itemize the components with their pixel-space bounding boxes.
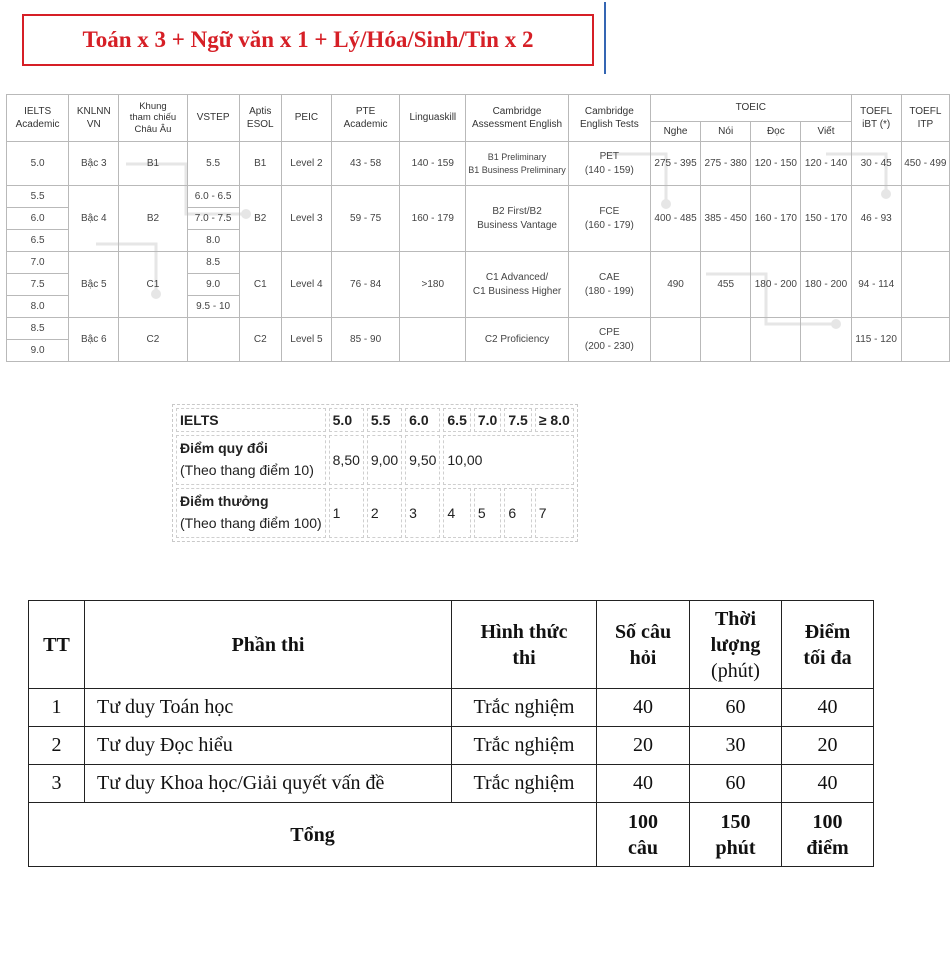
converted-score: 9,00 (367, 435, 402, 485)
bonus-score: 4 (443, 488, 470, 538)
cell-toefl-ibt: 115 - 120 (851, 318, 901, 362)
cell-vstep: 8.5 (187, 252, 239, 274)
bonus-score: 6 (504, 488, 531, 538)
cell-vstep: 8.0 (187, 230, 239, 252)
table-row (176, 488, 574, 538)
ielts-score: 6.0 (405, 408, 440, 432)
converted-score: 10,00 (443, 435, 573, 485)
cell-toefl-ibt: 94 - 114 (851, 252, 901, 318)
cell-cefr: B1 (119, 142, 187, 186)
header-cambridge-tests: Cambridge English Tests (568, 95, 650, 142)
ielts-score: ≥ 8.0 (535, 408, 574, 432)
cell-toeic-reading: 160 - 170 (751, 186, 801, 252)
header-format: Hình thức thi (452, 601, 597, 689)
header-pte: PTE Academic (331, 95, 399, 142)
cell-knlnn: Bậc 4 (69, 186, 119, 252)
cell-toefl-itp: 450 - 499 (901, 142, 949, 186)
cell-toeic-speaking: 455 (701, 252, 751, 318)
ielts-score: 6.5 (443, 408, 470, 432)
cell-cambridge-tests: CPE (200 - 230) (568, 318, 650, 362)
total-row (29, 803, 874, 867)
cell-questions: 40 (597, 689, 690, 727)
header-linguaskill: Linguaskill (400, 95, 466, 142)
header-cefr: Khung tham chiếu Châu Âu (119, 95, 187, 142)
exam-structure-table (28, 600, 874, 867)
cell-format: Trắc nghiệm (452, 727, 597, 765)
cell-duration: 60 (690, 689, 782, 727)
header-toeic-writing: Viết (801, 122, 851, 142)
cell-toeic-reading: 180 - 200 (751, 252, 801, 318)
cell-cefr: C2 (119, 318, 187, 362)
cell-toeic-speaking (701, 318, 751, 362)
formula-banner (22, 14, 594, 66)
cell-cambridge-tests: CAE (180 - 199) (568, 252, 650, 318)
total-label: Tổng (29, 803, 597, 867)
cell-toefl-ibt: 46 - 93 (851, 186, 901, 252)
header-toeic: TOEIC (650, 95, 851, 122)
ielts-label: IELTS (176, 408, 326, 432)
cell-aptis: C1 (239, 252, 281, 318)
cell-tt: 3 (29, 765, 85, 803)
cell-ielts: 8.5 (7, 318, 69, 340)
cell-part: Tư duy Đọc hiểu (85, 727, 452, 765)
cell-toefl-itp (901, 186, 949, 252)
cell-toeic-reading (751, 318, 801, 362)
bonus-score: 1 (329, 488, 364, 538)
cell-ielts: 8.0 (7, 296, 69, 318)
cell-max-score: 40 (782, 765, 874, 803)
ielts-bonus-table-wrapper (172, 404, 578, 542)
header-toefl-itp: TOEFL ITP (901, 95, 949, 142)
cell-toefl-itp (901, 318, 949, 362)
ielts-score: 7.5 (504, 408, 531, 432)
cell-toefl-itp (901, 252, 949, 318)
cell-linguaskill: >180 (400, 252, 466, 318)
cell-knlnn: Bậc 6 (69, 318, 119, 362)
cell-vstep: 6.0 - 6.5 (187, 186, 239, 208)
header-questions: Số câu hỏi (597, 601, 690, 689)
table-row (7, 186, 950, 208)
cell-toeic-listening: 490 (650, 252, 700, 318)
cell-cambridge-tests: PET (140 - 159) (568, 142, 650, 186)
table-header-row (29, 601, 874, 689)
cell-cefr: B2 (119, 186, 187, 252)
cell-toeic-writing: 120 - 140 (801, 142, 851, 186)
cell-toeic-writing (801, 318, 851, 362)
bonus-score: 5 (474, 488, 501, 538)
cell-aptis: C2 (239, 318, 281, 362)
cell-cambridge-tests: FCE (160 - 179) (568, 186, 650, 252)
cell-toeic-listening: 275 - 395 (650, 142, 700, 186)
header-aptis: Aptis ESOL (239, 95, 281, 142)
cell-ielts: 5.5 (7, 186, 69, 208)
table-row (29, 765, 874, 803)
converted-score-label: Điểm quy đổi (Theo thang điểm 10) (176, 435, 326, 485)
header-cambridge-assessment: Cambridge Assessment English (466, 95, 568, 142)
cell-toeic-speaking: 385 - 450 (701, 186, 751, 252)
cell-cambridge-assessment: B1 Preliminary B1 Business Preliminary (466, 142, 568, 186)
ielts-bonus-table (172, 404, 578, 542)
cell-peic: Level 2 (281, 142, 331, 186)
cell-ielts: 9.0 (7, 340, 69, 362)
cell-vstep: 9.0 (187, 274, 239, 296)
cell-ielts: 7.0 (7, 252, 69, 274)
divider-line (604, 2, 606, 74)
cell-peic: Level 4 (281, 252, 331, 318)
cell-pte: 76 - 84 (331, 252, 399, 318)
cell-format: Trắc nghiệm (452, 689, 597, 727)
cell-vstep: 7.0 - 7.5 (187, 208, 239, 230)
table-row (7, 252, 950, 274)
cell-pte: 59 - 75 (331, 186, 399, 252)
table-row (7, 318, 950, 340)
cell-questions: 20 (597, 727, 690, 765)
table-row (176, 435, 574, 485)
bonus-score: 2 (367, 488, 402, 538)
total-questions: 100 câu (597, 803, 690, 867)
cell-pte: 85 - 90 (331, 318, 399, 362)
conversion-table-image (6, 94, 950, 362)
header-duration: Thời lượng (phút) (690, 601, 782, 689)
cell-part: Tư duy Toán học (85, 689, 452, 727)
cell-vstep: 5.5 (187, 142, 239, 186)
cell-cambridge-assessment: B2 First/B2 Business Vantage (466, 186, 568, 252)
cell-knlnn: Bậc 5 (69, 252, 119, 318)
converted-score: 9,50 (405, 435, 440, 485)
cell-toeic-writing: 150 - 170 (801, 186, 851, 252)
cell-ielts: 7.5 (7, 274, 69, 296)
cell-duration: 60 (690, 765, 782, 803)
converted-score: 8,50 (329, 435, 364, 485)
cell-pte: 43 - 58 (331, 142, 399, 186)
cell-toeic-speaking: 275 - 380 (701, 142, 751, 186)
table-row (29, 727, 874, 765)
cell-tt: 2 (29, 727, 85, 765)
conversion-table (6, 94, 950, 362)
table-row (7, 142, 950, 186)
header-vstep: VSTEP (187, 95, 239, 142)
cell-toeic-reading: 120 - 150 (751, 142, 801, 186)
total-duration: 150 phút (690, 803, 782, 867)
cell-max-score: 40 (782, 689, 874, 727)
cell-questions: 40 (597, 765, 690, 803)
exam-structure-table-wrapper (28, 600, 874, 867)
formula-text: Toán x 3 + Ngữ văn x 1 + Lý/Hóa/Sinh/Tin x 2 (82, 27, 534, 52)
cell-cefr: C1 (119, 252, 187, 318)
bonus-score: 7 (535, 488, 574, 538)
header-part: Phần thi (85, 601, 452, 689)
cell-toeic-listening: 400 - 485 (650, 186, 700, 252)
header-max-score: Điểm tối đa (782, 601, 874, 689)
cell-toeic-writing: 180 - 200 (801, 252, 851, 318)
bonus-score: 3 (405, 488, 440, 538)
cell-linguaskill (400, 318, 466, 362)
cell-format: Trắc nghiệm (452, 765, 597, 803)
ielts-score: 7.0 (474, 408, 501, 432)
header-ielts: IELTS Academic (7, 95, 69, 142)
cell-linguaskill: 140 - 159 (400, 142, 466, 186)
cell-tt: 1 (29, 689, 85, 727)
header-toeic-reading: Đọc (751, 122, 801, 142)
cell-aptis: B1 (239, 142, 281, 186)
total-max-score: 100 điểm (782, 803, 874, 867)
header-tt: TT (29, 601, 85, 689)
cell-toeic-listening (650, 318, 700, 362)
table-row (29, 689, 874, 727)
ielts-score: 5.0 (329, 408, 364, 432)
ielts-score: 5.5 (367, 408, 402, 432)
header-peic: PEIC (281, 95, 331, 142)
cell-vstep: 9.5 - 10 (187, 296, 239, 318)
cell-ielts: 5.0 (7, 142, 69, 186)
cell-peic: Level 5 (281, 318, 331, 362)
cell-linguaskill: 160 - 179 (400, 186, 466, 252)
cell-toefl-ibt: 30 - 45 (851, 142, 901, 186)
cell-cambridge-assessment: C2 Proficiency (466, 318, 568, 362)
cell-knlnn: Bậc 3 (69, 142, 119, 186)
header-knlnn: KNLNN VN (69, 95, 119, 142)
cell-part: Tư duy Khoa học/Giải quyết vấn đề (85, 765, 452, 803)
header-toeic-listening: Nghe (650, 122, 700, 142)
header-toefl-ibt: TOEFL iBT (*) (851, 95, 901, 142)
cell-max-score: 20 (782, 727, 874, 765)
cell-ielts: 6.0 (7, 208, 69, 230)
bonus-score-label: Điểm thưởng (Theo thang điểm 100) (176, 488, 326, 538)
cell-aptis: B2 (239, 186, 281, 252)
table-row (176, 408, 574, 432)
cell-peic: Level 3 (281, 186, 331, 252)
header-toeic-speaking: Nói (701, 122, 751, 142)
cell-ielts: 6.5 (7, 230, 69, 252)
cell-vstep (187, 318, 239, 362)
cell-cambridge-assessment: C1 Advanced/ C1 Business Higher (466, 252, 568, 318)
cell-duration: 30 (690, 727, 782, 765)
